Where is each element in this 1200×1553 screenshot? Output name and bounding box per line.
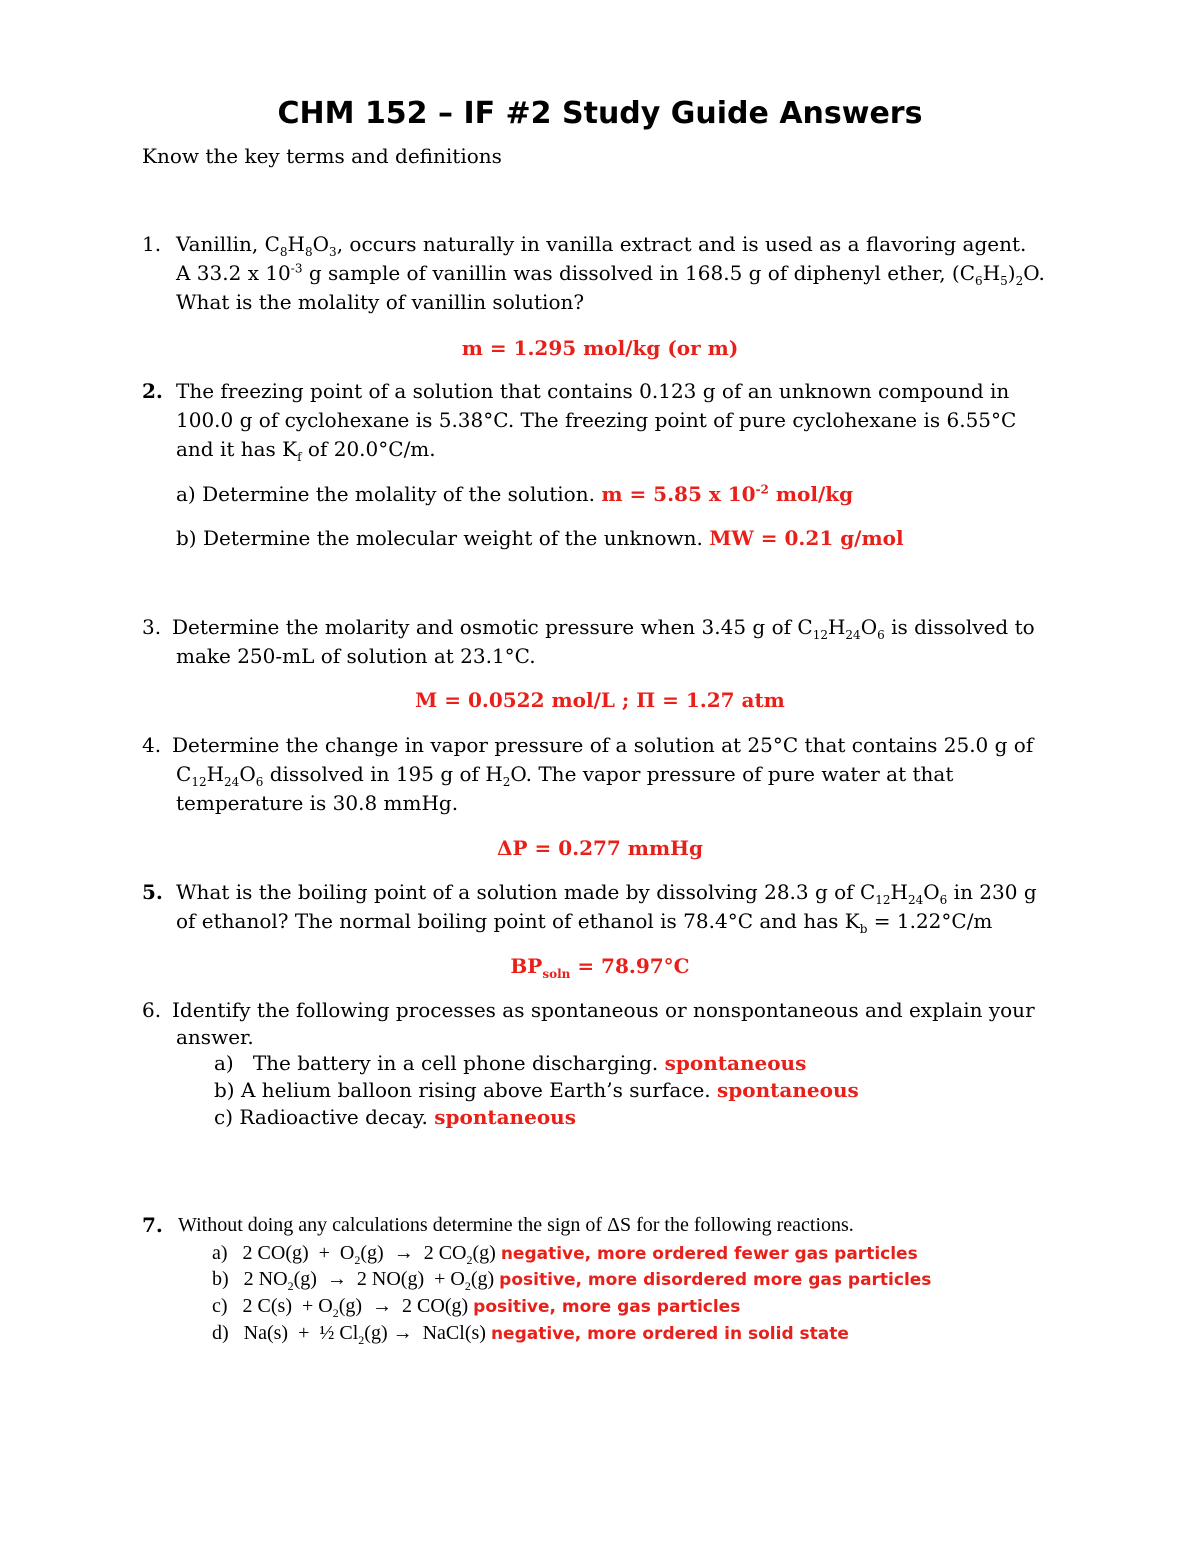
q6-line1: Identify the following processes as spontaneous or nonspontaneous and explain your xyxy=(172,998,1035,1022)
q2-line1: The freezing point of a solution that contains 0.123 g of an unknown compound in xyxy=(176,379,1010,403)
q6-item-b-text: A helium balloon rising above Earth’s surface. xyxy=(240,1078,711,1102)
q2-part-a xyxy=(176,480,853,509)
q7-line1: Without doing any calculations determine the sign of ΔS for the following reactions. xyxy=(178,1214,854,1236)
q6-item-a-label: a) xyxy=(214,1051,234,1075)
q4-line3: temperature is 30.8 mmHg. xyxy=(176,791,459,815)
q6-number: 6. xyxy=(142,998,162,1022)
arrow-icon: → xyxy=(372,1295,393,1317)
arrow-icon: → xyxy=(392,1322,413,1344)
q7-item-c: c) 2 $C(s) + O_2(g) \to 2$ CO(g) positive, more gas particles xyxy=(212,1295,741,1320)
q1-line1: Vanillin, $C_8H_8O_3$, occurs naturally in vanilla extract and is used as a flavoring agent. xyxy=(176,232,1027,259)
q6-item-c xyxy=(214,1103,576,1132)
q4-answer: ΔP = 0.277 mmHg xyxy=(496,836,704,860)
q3-line2: make 250-mL of solution at 23.1°C. xyxy=(176,644,536,668)
q6-item-c-text: Radioactive decay. xyxy=(239,1105,428,1129)
q6-line2: answer. xyxy=(176,1025,254,1049)
q2-number: 2. xyxy=(142,379,163,403)
q7-item-d-label: d) xyxy=(212,1322,229,1344)
q4-line1: Determine the change in vapor pressure of a solution at 25°C that contains 25.0 g of xyxy=(172,733,1034,757)
q3-number: 3. xyxy=(142,615,162,639)
q6-item-c-answer: spontaneous xyxy=(434,1105,576,1129)
q5-line1: What is the boiling point of a solution made by dissolving 28.3 g of $C_{12}H_{24}O_6$ in 230 g xyxy=(176,880,1037,907)
q1-line2: A 33.2 x $10^{-3}$ g sample of vanillin was dissolved in 168.5 g of diphenyl ether, $(C_6H_5)_2O$. xyxy=(176,261,1045,288)
q6-item-c-label: c) xyxy=(214,1105,234,1129)
q7-item-d-answer: negative, more ordered in solid state xyxy=(490,1324,849,1344)
q2-part-a-answer: m = 5.85 x $10^{-2}$ mol/kg xyxy=(601,482,854,506)
q7-item-b: b) 2 $NO_2(g) \to 2$ $NO(g) + O_2(g)$ positive, more disordered more gas particles xyxy=(212,1268,932,1293)
q4-number: 4. xyxy=(142,733,162,757)
q1-line3: What is the molality of vanillin solution? xyxy=(176,290,585,314)
q6-item-a-answer: spontaneous xyxy=(664,1051,807,1075)
q6-item-a xyxy=(214,1049,806,1078)
q7-item-b-label: b) xyxy=(212,1268,229,1290)
q7-item-b-answer: positive, more disordered more gas particles xyxy=(499,1270,932,1290)
q6-item-b xyxy=(214,1076,859,1105)
q5-answer: $BP_{soln} = 78.97^\circ C$ xyxy=(510,954,690,981)
q2-line2: 100.0 g of cyclohexane is 5.38°C. The freezing point of pure cyclohexane is 6.55°C xyxy=(176,408,1017,432)
q6-item-b-answer: spontaneous xyxy=(717,1078,859,1102)
q7-item-c-answer: positive, more gas particles xyxy=(473,1297,741,1317)
q2-line3: and it has $K_f$ of 20.0°C/m. xyxy=(176,437,436,464)
arrow-icon: → xyxy=(393,1242,414,1264)
q3-line1: Determine the molarity and osmotic pressure when 3.45 g of $C_{12}H_{24}O_6$ is dissolved to xyxy=(172,615,1035,642)
q4-line2: $C_{12}H_{24}O_6$ dissolved in 195 g of $H_2O$. The vapor pressure of pure water at that xyxy=(176,762,954,789)
q1-number: 1. xyxy=(142,232,162,256)
q7-item-a: a) 2 $CO(g) + O_2(g) \to 2$ $CO_2(g)$ negative, more ordered fewer gas particles xyxy=(212,1242,918,1267)
q3-answer: M = 0.0522 mol/L ; Π = 1.27 atm xyxy=(415,688,785,712)
q6-item-b-label: b) xyxy=(214,1078,235,1102)
q7-item-a-label: a) xyxy=(212,1242,228,1264)
q6-item-a-text: The battery in a cell phone discharging. xyxy=(252,1051,659,1075)
arrow-icon: → xyxy=(326,1268,347,1290)
q5-number: 5. xyxy=(142,880,163,904)
q7-item-c-label: c) xyxy=(212,1295,228,1317)
q2-part-a-text: a) Determine the molality of the solution. xyxy=(176,482,595,506)
q1-answer: m = 1.295 mol/kg (or m) xyxy=(461,336,739,360)
q7-item-a-answer: negative, more ordered fewer gas particles xyxy=(500,1244,918,1264)
q7-item-d: d) Na(s) + ½ $Cl_2(g)$ → NaCl(s) negative, more ordered in solid state xyxy=(212,1322,849,1347)
q5-line2: of ethanol? The normal boiling point of ethanol is 78.4°C and has $K_b = 1.22^\circ C/m$ xyxy=(176,909,993,936)
q2-part-b xyxy=(176,524,904,553)
q2-part-b-answer: MW = 0.21 g/mol xyxy=(709,526,904,550)
page-title: CHM 152 – IF #2 Study Guide Answers xyxy=(277,96,923,131)
intro-text: Know the key terms and definitions xyxy=(142,144,502,168)
q7-number: 7. xyxy=(142,1213,163,1237)
q2-part-b-text: b) Determine the molecular weight of the unknown. xyxy=(176,526,703,550)
